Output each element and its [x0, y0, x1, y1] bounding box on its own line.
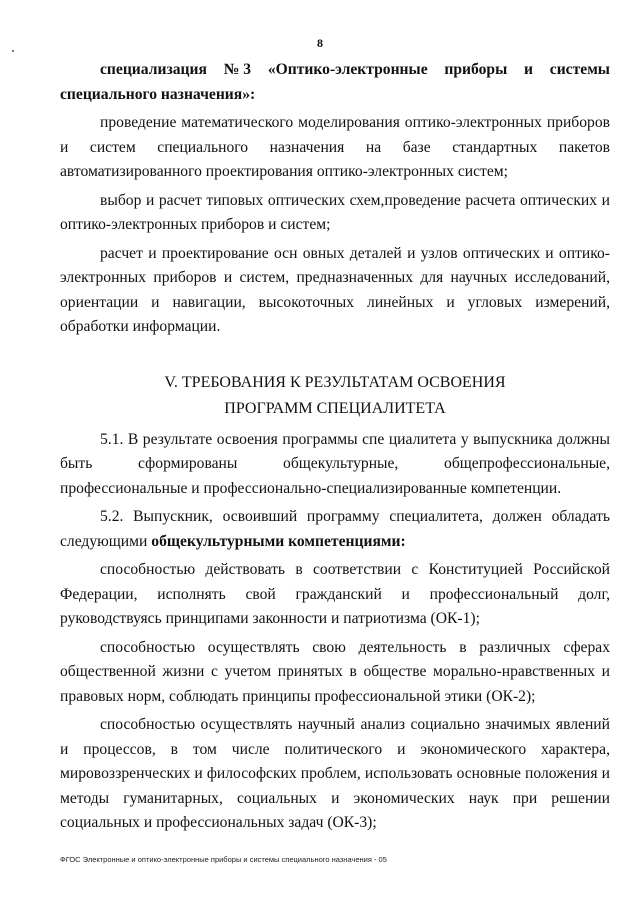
specialization-title-part3: и: [524, 61, 534, 78]
specialization-heading-line2: специального назначения»:: [60, 85, 256, 103]
spec-paragraph-modeling: проведение математического моделирования оптико-электронных приборов и систем специального назначения на базе стандартных пакетов автоматизированного проектирования оптико-электронных систем;: [60, 114, 610, 180]
page-footer: ФГОС Электронные и оптико-электронные приборы и системы специального назначения - 05: [60, 855, 387, 864]
specialization-heading: [60, 58, 610, 107]
specialization-title-part1: «Оптико-электронные: [267, 61, 428, 78]
specialization-title-part4: системы: [549, 61, 610, 78]
section-title-line2: ПРОГРАММ СПЕЦИАЛИТЕТА: [224, 399, 446, 417]
specialization-heading-line1: [60, 58, 610, 83]
spec-paragraph-design: расчет и проектирование осн овных деталей и узлов оптических и оптико-электронных приборов и систем, предназначенных для научных исследований, ориентации и навигации, высокоточных линейных и угловых измерений, обработки информации.: [60, 244, 610, 335]
paragraph-5-2: [60, 505, 610, 554]
page-content: [60, 58, 610, 836]
page-number: 8: [317, 36, 323, 50]
competency-ok-1: способностью действовать в соответствии с Конституцией Российской Федерации, исполнять свой гражданский и профессиональный долг, руководствуясь принципами законности и патриотизма (ОК-1);: [60, 561, 610, 627]
section-title-line1: V. ТРЕБОВАНИЯ К РЕЗУЛЬТАТАМ ОСВОЕНИЯ: [164, 373, 506, 391]
paragraph-5-1: 5.1. В результате освоения программы спе циалитета у выпускника должны быть сформированы общекультурные, общепрофессиональные, профессиональные и профессионально-специализированные компетенции.: [60, 430, 610, 497]
competency-ok-3: способностью осуществлять научный анализ социально значимых явлений и процессов, в том числе политического и экономического характера, мировоззренческих и философских проблем, использовать основные положения и методы гуманитарных, социальных и экономических наук при решении социальных и профессиональных задач (ОК-3);: [60, 716, 610, 831]
spec-paragraph-optical-schemes: выбор и расчет типовых оптических схем,проведение расчета оптических и оптико-электронных приборов и систем;: [60, 191, 610, 233]
specialization-label: специализация: [100, 61, 207, 78]
specialization-number: № 3: [223, 61, 252, 78]
competency-ok-2: способностью осуществлять свою деятельность в различных сферах общественной жизни с учетом принятых в обществе морально-нравственных и правовых норм, соблюдать принципы профессиональной этики (ОК-2);: [60, 638, 610, 705]
section-title: [60, 370, 610, 422]
paragraph-5-2-bold: общекультурными компетенциями:: [151, 532, 406, 550]
paragraph-5-2-text: 5.2. Выпускник, освоивший программу специалитета, должен обладать следующими: [60, 508, 610, 550]
specialization-title-part2: приборы: [444, 61, 508, 78]
